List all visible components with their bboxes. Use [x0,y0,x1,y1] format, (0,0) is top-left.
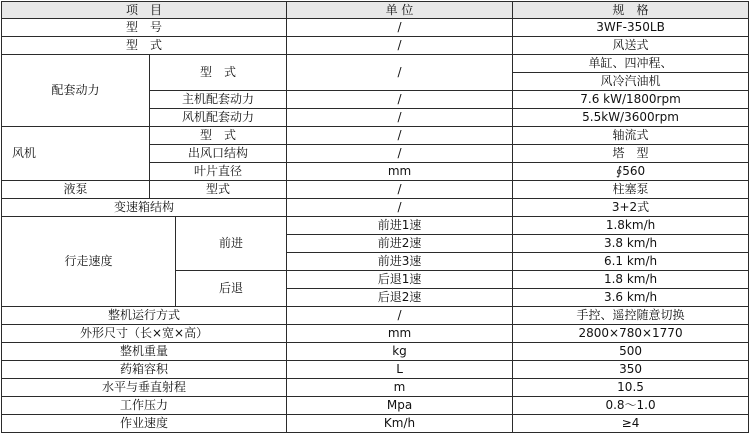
row-unit: mm [287,163,513,181]
header-item: 项 目 [2,2,287,19]
table-row [2,217,749,235]
row-spec: 3WF-350LB [513,19,749,37]
row-spec: 3.6 km/h [513,289,749,307]
row-spec: 柱塞泵 [513,181,749,199]
row-unit: / [287,37,513,55]
row-spec: 10.5 [513,379,749,397]
header-row [2,2,749,19]
table-row [2,343,749,361]
row-unit: / [287,55,513,91]
row-unit: / [287,181,513,199]
row-label: 水平与垂直射程 [2,379,287,397]
row-spec: ∮560 [513,163,749,181]
row-spec: 5.5kW/3600rpm [513,109,749,127]
table-row [2,127,749,145]
table-row [2,415,749,433]
table-row [2,199,749,217]
row-unit: L [287,361,513,379]
row-label: 主机配套动力 [150,91,287,109]
group-label-power: 配套动力 [2,55,150,127]
row-unit: Km/h [287,415,513,433]
row-spec: 500 [513,343,749,361]
row-unit: kg [287,343,513,361]
row-unit: 前进1速 [287,217,513,235]
row-spec: 7.6 kW/1800rpm [513,91,749,109]
table-row [2,397,749,415]
row-label: 出风口结构 [150,145,287,163]
row-spec: 6.1 km/h [513,253,749,271]
row-spec: 0.8～1.0 [513,397,749,415]
row-spec: 3+2式 [513,199,749,217]
subgroup-label-reverse: 后退 [176,271,287,307]
table-row [2,181,749,199]
row-spec: ≥4 [513,415,749,433]
row-label: 药箱容积 [2,361,287,379]
spec-table [1,1,749,433]
row-label: 风机配套动力 [150,109,287,127]
row-unit: / [287,127,513,145]
subgroup-label-forward: 前进 [176,217,287,271]
row-unit: 后退2速 [287,289,513,307]
group-label-speed: 行走速度 [2,217,176,307]
table-row [2,325,749,343]
table-row [2,37,749,55]
row-unit: Mpa [287,397,513,415]
group-label-pump: 液泵 [2,181,150,199]
row-spec: 手控、遥控随意切换 [513,307,749,325]
table-row [2,307,749,325]
row-spec: 轴流式 [513,127,749,145]
table-row [2,19,749,37]
row-unit: / [287,145,513,163]
row-label: 型 式 [150,127,287,145]
row-spec: 风送式 [513,37,749,55]
row-unit: / [287,307,513,325]
row-label: 变速箱结构 [2,199,287,217]
row-spec: 1.8km/h [513,217,749,235]
row-unit: / [287,19,513,37]
row-spec: 2800×780×1770 [513,325,749,343]
row-spec: 3.8 km/h [513,235,749,253]
row-label: 叶片直径 [150,163,287,181]
table-row [2,379,749,397]
row-spec: 风冷汽油机 [513,73,749,91]
row-unit: 后退1速 [287,271,513,289]
row-label: 型 式 [150,55,287,91]
row-spec: 单缸、四冲程、 [513,55,749,73]
row-spec: 350 [513,361,749,379]
row-label: 型 式 [2,37,287,55]
row-unit: / [287,109,513,127]
header-unit: 单 位 [287,2,513,19]
row-label: 整机运行方式 [2,307,287,325]
row-label: 整机重量 [2,343,287,361]
row-label: 型 号 [2,19,287,37]
table-row [2,55,749,73]
row-spec: 塔 型 [513,145,749,163]
row-label: 型式 [150,181,287,199]
row-unit: 前进2速 [287,235,513,253]
row-unit: / [287,199,513,217]
row-label: 工作压力 [2,397,287,415]
row-label: 作业速度 [2,415,287,433]
row-label: 外形尺寸（长×宽×高） [2,325,287,343]
row-unit: m [287,379,513,397]
row-spec: 1.8 km/h [513,271,749,289]
table-row [2,361,749,379]
row-unit: / [287,91,513,109]
header-spec: 规 格 [513,2,749,19]
group-label-fan: 风机 [2,127,150,181]
row-unit: mm [287,325,513,343]
row-unit: 前进3速 [287,253,513,271]
